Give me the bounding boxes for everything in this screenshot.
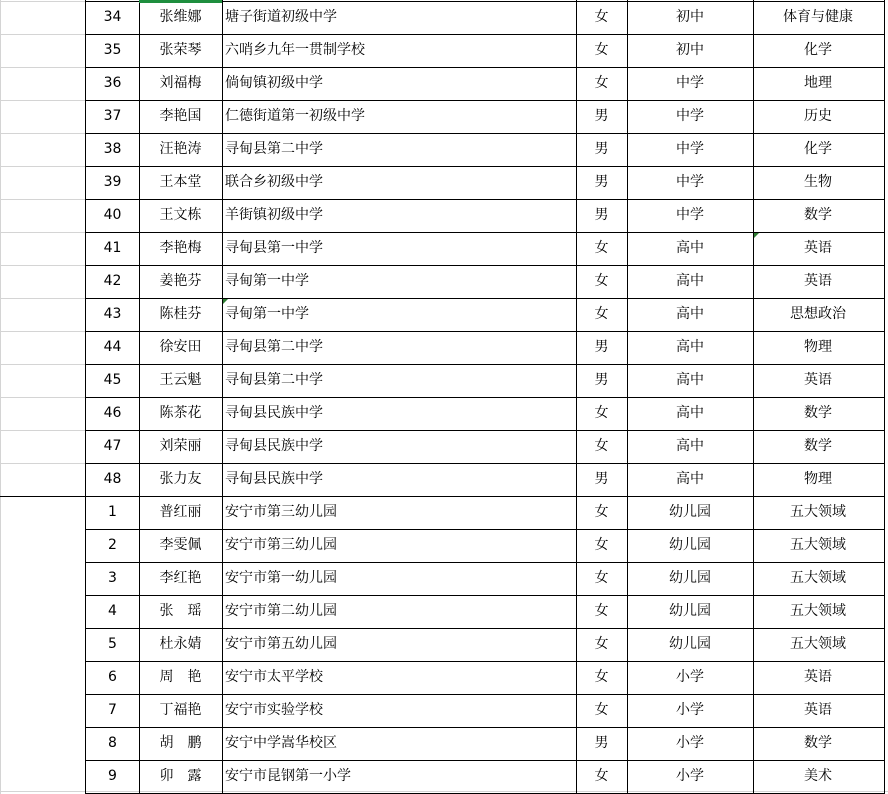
row-number-cell[interactable]: 43 [103,306,122,322]
subject-cell[interactable]: 生物 [804,174,832,190]
teacher-name-cell[interactable]: 张 瑶 [159,603,202,619]
subject-cell[interactable]: 地理 [804,75,832,91]
row-number-cell[interactable]: 7 [108,702,117,718]
school-name-cell[interactable]: 羊街镇初级中学 [225,207,323,223]
table-row [0,397,888,430]
row-number-cell[interactable]: 41 [103,240,122,256]
teacher-name-cell[interactable]: 王云魁 [159,372,202,388]
school-name-cell[interactable]: 寻甸县民族中学 [225,438,323,454]
school-name-cell[interactable]: 安宁市第三幼儿园 [225,537,337,553]
row-number-cell[interactable]: 1 [108,504,117,520]
school-level-cell[interactable]: 中学 [676,141,704,157]
subject-cell[interactable]: 物理 [804,339,832,355]
school-name-cell[interactable]: 安宁市第一幼儿园 [225,570,337,586]
school-name-cell[interactable]: 寻甸县民族中学 [225,405,323,421]
gender-cell[interactable]: 男 [594,141,609,157]
subject-cell[interactable]: 英语 [804,273,832,289]
school-level-cell[interactable]: 高中 [676,438,704,454]
table-row [0,562,888,595]
school-level-cell[interactable]: 高中 [676,405,704,421]
table-row [0,463,888,496]
gender-cell[interactable]: 女 [594,768,609,784]
school-level-cell[interactable]: 高中 [676,339,704,355]
school-name-cell[interactable]: 安宁市第三幼儿园 [225,504,337,520]
school-level-cell[interactable]: 小学 [676,735,704,751]
gender-cell[interactable]: 男 [594,471,609,487]
table-row [0,67,888,100]
cell-note-indicator [754,233,759,238]
row-number-cell[interactable]: 48 [103,471,122,487]
subject-cell[interactable]: 英语 [804,240,832,256]
table-row [0,529,888,562]
subject-cell[interactable]: 五大领域 [790,636,846,652]
teacher-name-cell[interactable]: 李红艳 [159,570,202,586]
teacher-name-cell[interactable]: 李雯佩 [159,537,202,553]
row-number-cell[interactable]: 5 [108,636,117,652]
gender-cell[interactable]: 女 [594,405,609,421]
table-row [0,331,888,364]
subject-cell[interactable]: 英语 [804,669,832,685]
gender-cell[interactable]: 女 [594,306,609,322]
subject-cell[interactable]: 思想政治 [790,306,846,322]
row-number-cell[interactable]: 6 [108,669,117,685]
table-row [0,628,888,661]
school-name-cell[interactable]: 仁德街道第一初级中学 [225,108,365,124]
school-name-cell[interactable]: 倘甸镇初级中学 [225,75,323,91]
table-row [0,133,888,166]
gender-cell[interactable]: 女 [594,669,609,685]
school-level-cell[interactable]: 幼儿园 [669,636,711,652]
school-name-cell[interactable]: 安宁市第二幼儿园 [225,603,337,619]
subject-cell[interactable]: 数学 [804,438,832,454]
subject-cell[interactable]: 化学 [804,141,832,157]
teacher-name-cell[interactable]: 陈茶花 [159,405,202,421]
table-row [0,166,888,199]
teacher-name-cell[interactable]: 姜艳芬 [159,273,202,289]
subject-cell[interactable]: 数学 [804,405,832,421]
school-level-cell[interactable]: 中学 [676,108,704,124]
school-name-cell[interactable]: 联合乡初级中学 [225,174,323,190]
school-level-cell[interactable]: 高中 [676,273,704,289]
subject-cell[interactable]: 化学 [804,42,832,58]
subject-cell[interactable]: 英语 [804,372,832,388]
row-number-cell[interactable]: 9 [108,768,117,784]
school-name-cell[interactable]: 寻甸县第二中学 [225,339,323,355]
school-level-cell[interactable]: 小学 [676,702,704,718]
school-name-cell[interactable]: 寻甸第一中学 [225,306,309,322]
teacher-name-cell[interactable]: 徐安田 [159,339,202,355]
table-row [0,430,888,463]
school-name-cell[interactable]: 寻甸县第二中学 [225,372,323,388]
gender-cell[interactable]: 男 [594,108,609,124]
school-name-cell[interactable]: 安宁市第五幼儿园 [225,636,337,652]
table-row [0,298,888,331]
gender-cell[interactable]: 女 [594,636,609,652]
subject-cell[interactable]: 数学 [804,207,832,223]
subject-cell[interactable]: 五大领域 [790,603,846,619]
subject-cell[interactable]: 五大领域 [790,537,846,553]
gender-cell[interactable]: 女 [594,75,609,91]
table-row [0,199,888,232]
gender-cell[interactable]: 男 [594,735,609,751]
gender-cell[interactable]: 女 [594,504,609,520]
row-number-cell[interactable]: 2 [108,537,117,553]
school-level-cell[interactable]: 小学 [676,669,704,685]
table-row [0,34,888,67]
school-name-cell[interactable]: 塘子街道初级中学 [225,9,337,25]
gender-cell[interactable]: 女 [594,702,609,718]
school-name-cell[interactable]: 寻甸县民族中学 [225,471,323,487]
gender-cell[interactable]: 女 [594,273,609,289]
gender-cell[interactable]: 男 [594,174,609,190]
teacher-name-cell[interactable]: 王文栋 [159,207,202,223]
table-row [0,595,888,628]
table-row [0,265,888,298]
row-number-cell[interactable]: 8 [108,735,117,751]
school-name-cell[interactable]: 安宁市昆钢第一小学 [225,768,351,784]
teacher-name-cell[interactable]: 杜永婧 [159,636,202,652]
teacher-name-cell[interactable]: 张荣琴 [159,42,202,58]
gender-cell[interactable]: 男 [594,372,609,388]
school-level-cell[interactable]: 幼儿园 [669,537,711,553]
gender-cell[interactable]: 女 [594,537,609,553]
gender-cell[interactable]: 女 [594,9,609,25]
subject-cell[interactable]: 五大领域 [790,570,846,586]
teacher-name-cell[interactable]: 李艳国 [159,108,202,124]
teacher-name-cell[interactable]: 陈桂芬 [159,306,202,322]
subject-cell[interactable]: 历史 [804,108,832,124]
table-row [0,760,888,793]
teacher-name-cell[interactable]: 张力友 [159,471,202,487]
row-number-cell[interactable]: 37 [103,108,122,124]
teacher-name-cell[interactable]: 卯 露 [159,768,202,784]
table-row [0,100,888,133]
subject-cell[interactable]: 体育与健康 [783,9,853,25]
row-number-cell[interactable]: 46 [103,405,122,421]
gender-cell[interactable]: 女 [594,42,609,58]
row-number-cell[interactable]: 3 [108,570,117,586]
subject-cell[interactable]: 英语 [804,702,832,718]
gender-cell[interactable]: 男 [594,207,609,223]
gender-cell[interactable]: 女 [594,438,609,454]
teacher-name-cell[interactable]: 汪艳涛 [159,141,202,157]
school-name-cell[interactable]: 六哨乡九年一贯制学校 [225,42,365,58]
subject-cell[interactable]: 数学 [804,735,832,751]
row-number-cell[interactable]: 4 [108,603,117,619]
row-number-cell[interactable]: 45 [103,372,122,388]
school-level-cell[interactable]: 高中 [676,240,704,256]
table-row [0,694,888,727]
gender-cell[interactable]: 女 [594,240,609,256]
table-row [0,364,888,397]
row-number-cell[interactable]: 36 [103,75,122,91]
teacher-name-cell[interactable]: 普红丽 [159,504,202,520]
school-name-cell[interactable]: 寻甸县第一中学 [225,240,323,256]
school-level-cell[interactable]: 高中 [676,471,704,487]
teacher-name-cell[interactable]: 周 艳 [159,669,202,685]
school-level-cell[interactable]: 幼儿园 [669,504,711,520]
gender-cell[interactable]: 女 [594,570,609,586]
subject-cell[interactable]: 物理 [804,471,832,487]
cell-note-indicator [223,299,228,304]
table-row [0,1,888,34]
school-level-cell[interactable]: 中学 [676,207,704,223]
row-number-cell[interactable]: 47 [103,438,122,454]
gender-cell[interactable]: 女 [594,603,609,619]
teacher-name-cell[interactable]: 胡 鹏 [159,735,202,751]
school-level-cell[interactable]: 小学 [676,768,704,784]
school-level-cell[interactable]: 初中 [676,9,704,25]
school-level-cell[interactable]: 幼儿园 [669,570,711,586]
teacher-name-cell[interactable]: 张维娜 [159,9,202,25]
teacher-name-cell[interactable]: 丁福艳 [159,702,202,718]
row-number-cell[interactable]: 40 [103,207,122,223]
school-level-cell[interactable]: 中学 [676,75,704,91]
school-level-cell[interactable]: 高中 [676,306,704,322]
row-number-cell[interactable]: 35 [103,42,122,58]
school-name-cell[interactable]: 寻甸县第二中学 [225,141,323,157]
school-level-cell[interactable]: 中学 [676,174,704,190]
subject-cell[interactable]: 美术 [804,768,832,784]
school-name-cell[interactable]: 安宁中学嵩华校区 [225,735,337,751]
row-number-cell[interactable]: 39 [103,174,122,190]
school-name-cell[interactable]: 安宁市太平学校 [225,669,323,685]
school-level-cell[interactable]: 初中 [676,42,704,58]
table-row [0,661,888,694]
table-row [0,496,888,529]
row-number-cell[interactable]: 42 [103,273,122,289]
table-row [0,727,888,760]
subject-cell[interactable]: 五大领域 [790,504,846,520]
teacher-name-cell[interactable]: 刘福梅 [159,75,202,91]
gender-cell[interactable]: 男 [594,339,609,355]
school-name-cell[interactable]: 安宁市实验学校 [225,702,323,718]
row-number-cell[interactable]: 44 [103,339,122,355]
school-name-cell[interactable]: 寻甸第一中学 [225,273,309,289]
school-level-cell[interactable]: 高中 [676,372,704,388]
teacher-name-cell[interactable]: 刘荣丽 [159,438,202,454]
row-number-cell[interactable]: 38 [103,141,122,157]
teacher-name-cell[interactable]: 王本堂 [159,174,202,190]
teacher-name-cell[interactable]: 李艳梅 [159,240,202,256]
school-level-cell[interactable]: 幼儿园 [669,603,711,619]
row-number-cell[interactable]: 34 [103,9,122,25]
